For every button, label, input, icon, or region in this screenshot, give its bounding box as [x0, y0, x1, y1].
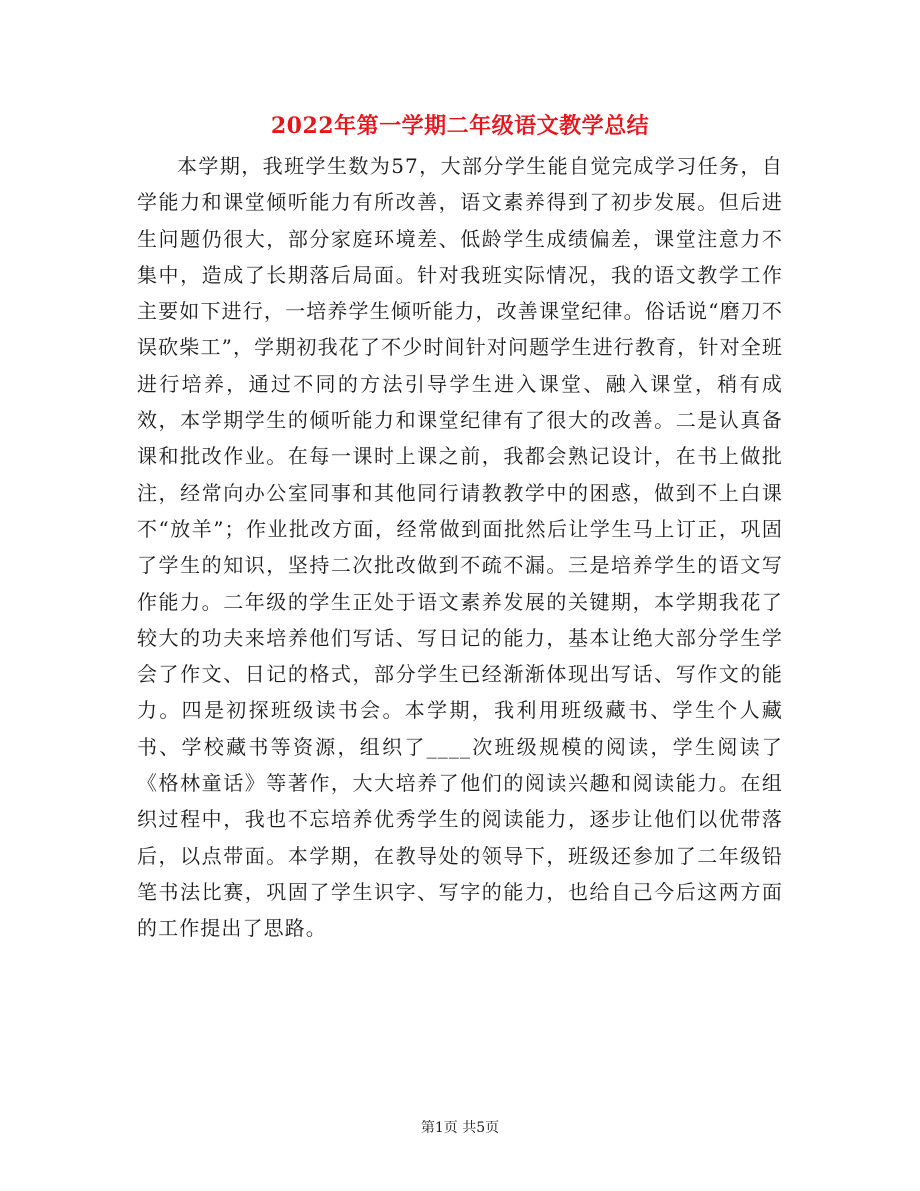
document-title: 2022年第一学期二年级语文教学总结 [270, 113, 650, 139]
page-footer: 第1页 共5页 [420, 1120, 500, 1136]
document-body-paragraph: 本学期，我班学生数为57，大部分学生能自觉完成学习任务，自学能力和课堂倾听能力有所改善，语文素养得到了初步发展。但后进生问题仍很大，部分家庭环境差、低龄学生成绩偏差，课堂注意力不集中，造成了长期落后局面。针对我班实际情况，我的语文教学工作主要如下进行，一培养学生倾听能力，改善课堂纪律。俗话说“磨刀不误砍柴工”，学期初我花了不少时间针对问题学生进行教育，针对全班进行培养，通过不同的方法引导学生进入课堂、融入课堂，稍有成效，本学期学生的倾听能力和课堂纪律有了很大的改善。二是认真备课和批改作业。在每一课时上课之前，我都会熟记设计，在书上做批注，经常向办公室同事和其他同行请教教学中的困惑，做到不上白课不“放羊”；作业批改方面，经常做到面批然后让学生马上订正，巩固了学生的知识，坚持二次批改做到不疏不漏。三是培养学生的语文写作能力。二年级的学生正处于语文素养发展的关键期，本学期我花了较大的功夫来培养他们写话、写日记的能力，基本让绝大部分学生学会了作文、日记的格式，部分学生已经渐渐体现出写话、写作文的能力。四是初探班级读书会。本学期，我利用班级藏书、学生个人藏书、学校藏书等资源，组织了____次班级规模的阅读，学生阅读了《格林童话》等著作，大大培养了他们的阅读兴趣和阅读能力。在组织过程中，我也不忘培养优秀学生的阅读能力，逐步让他们以优带落后，以点带面。本学期，在教导处的领导下，班级还参加了二年级铅笔书法比赛，巩固了学生识字、写字的能力，也给自己今后这两方面的工作提出了思路。 [137, 154, 783, 941]
